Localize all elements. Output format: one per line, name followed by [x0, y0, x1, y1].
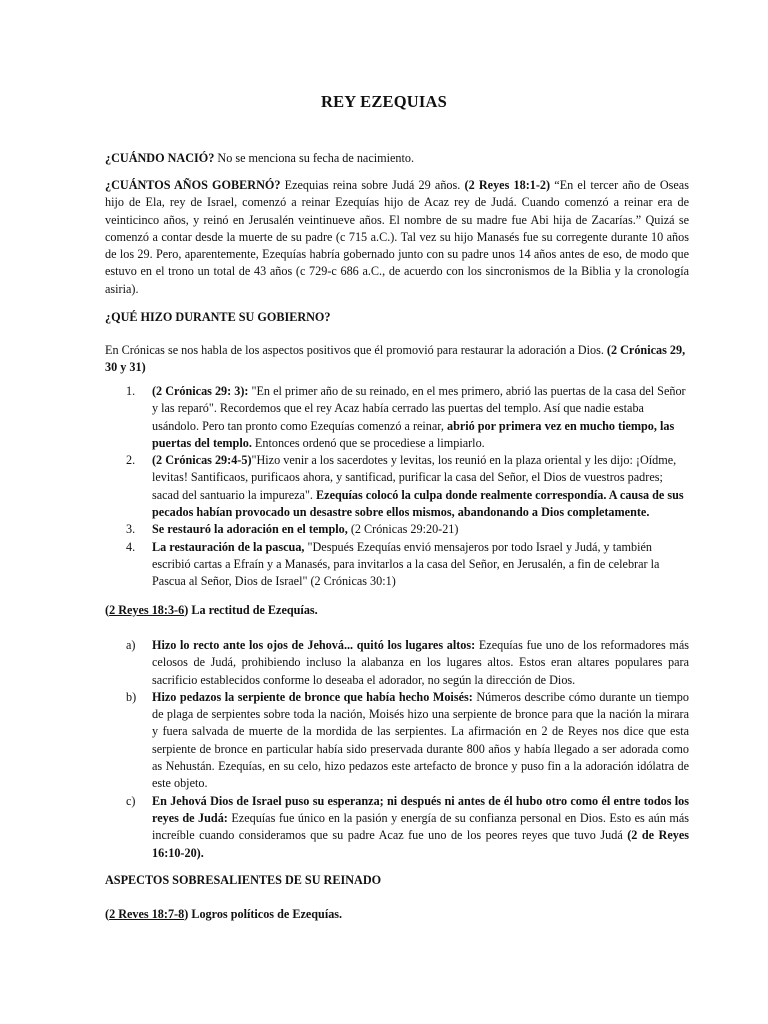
list-item-letter: c)	[126, 793, 136, 808]
did-heading	[105, 309, 689, 326]
list-item	[105, 637, 689, 689]
list-item-number: 2.	[126, 453, 136, 468]
rect-heading: (2 Reyes 18:3-6) La rectitud de Ezequías.	[105, 603, 318, 617]
list-item-number: 1.	[126, 384, 136, 398]
list-item-emphasis: abrió por primera vez en mucho tiempo, las puertas del templo.	[152, 418, 675, 450]
years-paragraph	[105, 177, 689, 298]
list-item-number: 4.	[126, 539, 136, 554]
did-intro-text: En Crónicas se nos habla de los aspectos positivos que él promovió para restaurar la adoración a Dios.	[105, 343, 607, 357]
list-item-emphasis: Hizo pedazos la serpiente de bronce que había hecho Moisés:	[152, 689, 473, 704]
years-text-2: “En el tercer año de Oseas hijo de Ela, rey de Israel, comenzó a reinar Ezequías hijo de Acaz rey de Judá. Cuando comenzó a reinar era de veinticinco años, y reinó en Jerusalén veintinueve años. El nombre de su madre fue Abi hija de Zacarías.” Quizá se comenzó a contar desde la muerte de su padre (c 715 a.C.). Tal vez su hijo Manasés fue su corregente durante 10 años de los 29. Pero, aparentemente, Ezequías habría gobernado junto con su padre unos 14 años antes de eso, de modo que estuvo en el trono un total de 43 años (c 729-c 686 a.C., de acuerdo con los sincronismos de la Biblia y la cronología asiria).	[105, 178, 689, 296]
list-item	[105, 452, 689, 521]
did-intro-reference: (2 Crónicas 29, 30 y 31)	[105, 343, 686, 375]
years-reference: (2 Reyes 18:1-2)	[464, 178, 551, 192]
list-item-text: "Después Ezequías envió mensajeros por todo Israel y Judá, y también escribió cartas a Efraín y a Manasés, para invitarlos a la casa del Señor, en Jerusalén, a fin de celebrar la Pascua al Señor, Dios de Israel" (2 Crónicas 30:1)	[152, 539, 660, 589]
list-item-reference: (2 Crónicas 29:4-5)	[152, 453, 252, 468]
list-item-text: Ezequías fue uno de los reformadores más celosos de Judá, prohibiendo incluso la alabanza en los lugares altos. Estos eran altares populares para sacrificio establecidos conforme lo deseaba el adorador, no según la dirección de Dios.	[152, 638, 689, 687]
political-reference-link[interactable]: 2 Reves 18:7-8	[109, 907, 185, 921]
list-item-number: 3.	[126, 522, 136, 537]
did-intro	[105, 342, 689, 377]
list-item-reference: (2 Crónicas 29: 3):	[152, 384, 249, 398]
list-item-text-end: Entonces ordenó que se procediese a limpiarlo.	[251, 435, 485, 450]
born-question: ¿CUÁNDO NACIÓ?	[105, 151, 215, 165]
rect-reference-link[interactable]: 2 Reyes 18:3-6	[109, 603, 185, 617]
list-item	[105, 383, 689, 452]
rect-heading-text: La rectitud de Ezequías.	[188, 603, 318, 617]
political-heading: (2 Reves 18:7-8) Logros políticos de Ezequías.	[105, 907, 343, 921]
list-item-text: Números describe cómo durante un tiempo de plaga de serpientes sobre toda la nación, Moisés hizo una serpiente de bronce para que la nación la mirara y fuera salvada de muerte de la mordida de las serpientes. La afirmación en 2 de Reyes nos dice que esta serpiente de bronce en particular había sido preservada durante 800 años y había llegado a ser adorada como as Nehustán. Ezequías, en su celo, hizo pedazos este artefacto de bronce y puso fin a la adoración idólatra de este objeto.	[152, 689, 689, 791]
aspects-heading-text: ASPECTOS SOBRESALIENTES DE SU REINADO	[105, 873, 382, 887]
born-paragraph	[105, 150, 689, 167]
list-item-reference: (2 de Reyes 16:10-20).	[152, 828, 690, 860]
did-heading-text: ¿QUÉ HIZO DURANTE SU GOBIERNO?	[105, 310, 331, 324]
list-item-text: Ezequías fue único en la pasión y energía de su confianza personal en Dios. Esto es aún más increíble cuando consideramos que su padre Acaz fue uno de los peores reyes que tuvo Judá	[152, 810, 689, 843]
list-item-text: "En el primer año de su reinado, en el mes primero, abrió las puertas de la casa del Señor y las reparó". Recordemos que el rey Acaz había cerrado las puertas del templo. Así que nadie estaba usándolo. Pero tan pronto como Ezequías comenzó a reinar,	[152, 384, 686, 433]
list-item	[105, 793, 689, 862]
list-item	[105, 539, 689, 591]
rect-list	[105, 637, 689, 862]
list-item-emphasis: La restauración de la pascua,	[152, 539, 305, 554]
list-item-emphasis: Hizo lo recto ante los ojos de Jehová... quitó los lugares altos:	[152, 638, 476, 652]
list-item-letter: b)	[126, 689, 137, 704]
political-heading-text: Logros políticos de Ezequías.	[188, 907, 343, 921]
page-title: REY EZEQUIAS	[320, 92, 448, 111]
list-item	[105, 521, 689, 538]
list-item-text: (2 Crónicas 29:20-21)	[347, 522, 459, 537]
list-item-text: "Hizo venir a los sacerdotes y levitas, los reunió en la plaza oriental y les dijo: ¡Oídme, levitas! Santificaos, purificaos ahora, y santificad, purificar la casa del Señor, el Dios de vuestros padres; sacad del santuario la impureza".	[152, 453, 677, 502]
list-item-letter: a)	[126, 638, 136, 652]
list-item-emphasis: Ezequías colocó la culpa donde realmente correspondía. A causa de sus pecados habían provocado un desastre sobre ellos mismos, abandonando a Dios completamente.	[152, 487, 684, 520]
list-item	[105, 689, 689, 793]
did-list	[105, 383, 689, 591]
years-text-1: Ezequias reina sobre Judá 29 años.	[280, 178, 465, 192]
born-answer: No se menciona su fecha de nacimiento.	[214, 151, 415, 165]
aspects-heading	[105, 872, 689, 889]
list-item-emphasis: Se restauró la adoración en el templo,	[152, 522, 348, 537]
years-question: ¿CUÁNTOS AÑOS GOBERNÓ?	[105, 178, 281, 192]
list-item-emphasis: En Jehová Dios de Israel puso su esperanza; ni después ni antes de él hubo otro como él entre todos los reyes de Judá:	[152, 793, 689, 825]
